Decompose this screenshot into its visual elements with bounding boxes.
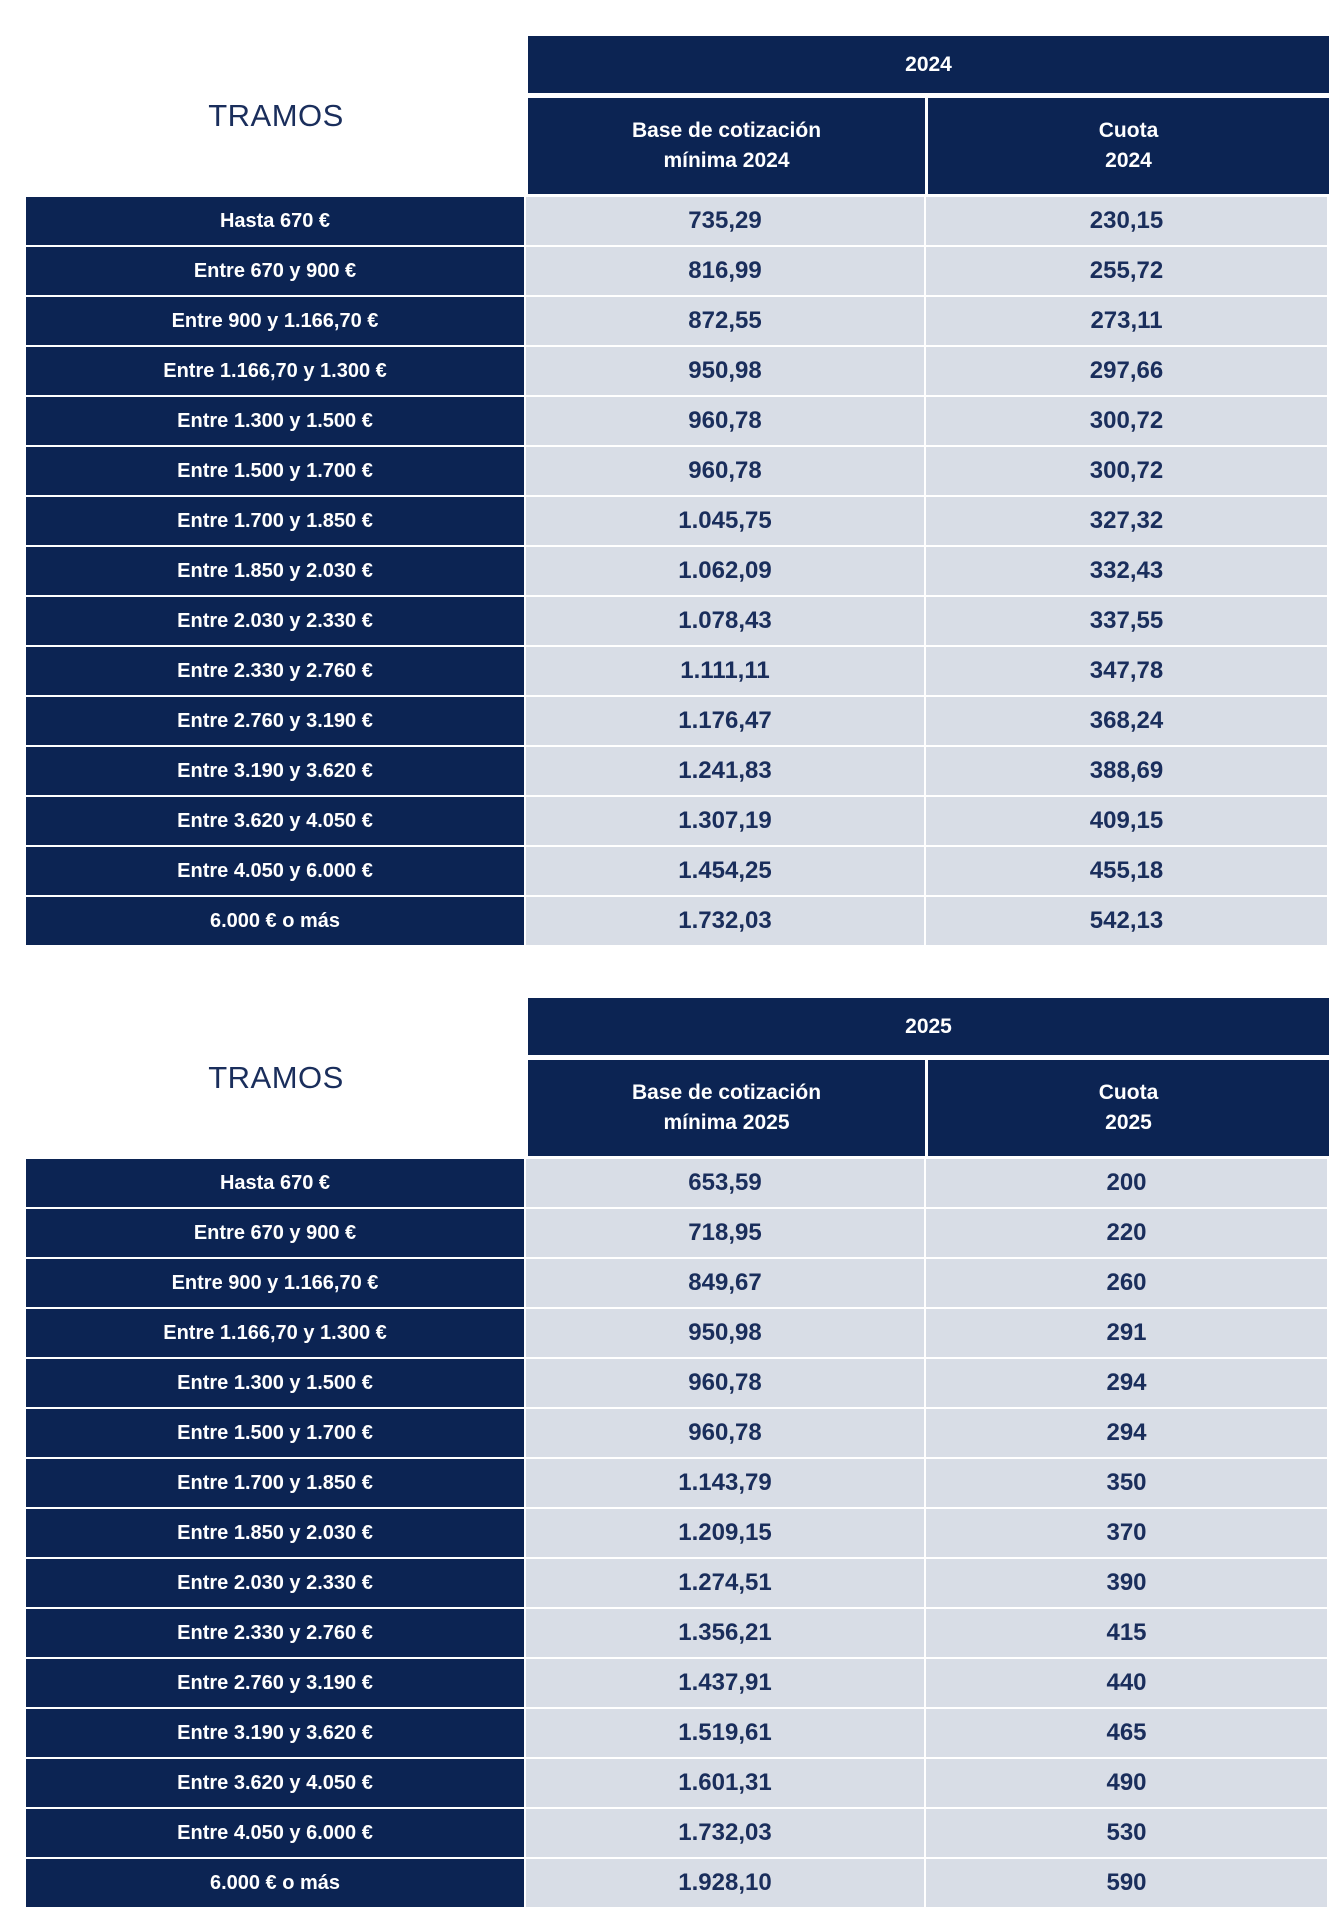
base-value-cell: 960,78: [526, 447, 924, 495]
table-row: [26, 1459, 1329, 1507]
tramo-cell: 6.000 € o más: [26, 897, 524, 945]
base-value-cell: 872,55: [526, 297, 924, 345]
tramo-cell: Entre 1.500 y 1.700 €: [26, 447, 524, 495]
table-row: [26, 697, 1329, 745]
base-value-cell: 1.209,15: [526, 1509, 924, 1557]
cuota-column-header-line: Cuota: [1098, 1081, 1159, 1104]
cuota-value-cell: 200: [926, 1159, 1327, 1207]
cuota-value-cell: 255,72: [926, 247, 1327, 295]
base-value-cell: 1.078,43: [526, 597, 924, 645]
tramo-cell: Entre 2.330 y 2.760 €: [26, 647, 524, 695]
base-value-cell: 653,59: [526, 1159, 924, 1207]
cuota-value-cell: 220: [926, 1209, 1327, 1257]
table-row: [26, 597, 1329, 645]
base-value-cell: 1.143,79: [526, 1459, 924, 1507]
base-value-cell: 960,78: [526, 1359, 924, 1407]
base-value-cell: 960,78: [526, 1409, 924, 1457]
tramo-cell: Entre 900 y 1.166,70 €: [26, 1259, 524, 1307]
table-row: [26, 647, 1329, 695]
tramo-cell: Entre 4.050 y 6.000 €: [26, 847, 524, 895]
cuota-value-cell: 327,32: [926, 497, 1327, 545]
year-header: 2024: [528, 36, 1329, 93]
cuota-value-cell: 409,15: [926, 797, 1327, 845]
tramo-cell: Entre 1.300 y 1.500 €: [26, 1359, 524, 1407]
base-value-cell: 1.454,25: [526, 847, 924, 895]
cuota-value-cell: 455,18: [926, 847, 1327, 895]
cuota-column-header-line: 2025: [1105, 1111, 1152, 1134]
base-value-cell: 1.045,75: [526, 497, 924, 545]
tramo-cell: Entre 2.030 y 2.330 €: [26, 1559, 524, 1607]
table-row: [26, 247, 1329, 295]
base-value-cell: 1.928,10: [526, 1859, 924, 1907]
table-row: [26, 347, 1329, 395]
cuota-value-cell: 390: [926, 1559, 1327, 1607]
cuota-value-cell: 465: [926, 1709, 1327, 1757]
cuota-value-cell: 347,78: [926, 647, 1327, 695]
base-column-header-line: mínima 2024: [663, 149, 790, 172]
tramo-cell: Entre 1.700 y 1.850 €: [26, 497, 524, 545]
table-body: [26, 1159, 1329, 1909]
year-header: 2025: [528, 998, 1329, 1055]
base-column-header: [528, 1060, 925, 1156]
table-row: [26, 1859, 1329, 1907]
tramo-cell: Entre 1.300 y 1.500 €: [26, 397, 524, 445]
table-row: [26, 1709, 1329, 1757]
table-row: [26, 1609, 1329, 1657]
cuota-value-cell: 294: [926, 1359, 1327, 1407]
cuota-value-cell: 440: [926, 1659, 1327, 1707]
cuota-value-cell: 230,15: [926, 197, 1327, 245]
cuota-value-cell: 260: [926, 1259, 1327, 1307]
base-column-header-line: Base de cotización: [631, 119, 822, 142]
table-row: [26, 1409, 1329, 1457]
base-value-cell: 1.732,03: [526, 1809, 924, 1857]
tramo-cell: Entre 1.850 y 2.030 €: [26, 1509, 524, 1557]
tramo-cell: Entre 3.190 y 3.620 €: [26, 747, 524, 795]
cuota-value-cell: 350: [926, 1459, 1327, 1507]
table-row: [26, 197, 1329, 245]
table-row: [26, 1559, 1329, 1607]
base-value-cell: 1.307,19: [526, 797, 924, 845]
tramos-title: TRAMOS: [208, 1060, 344, 1095]
base-value-cell: 1.274,51: [526, 1559, 924, 1607]
table-row: [26, 497, 1329, 545]
tramo-cell: Hasta 670 €: [26, 197, 524, 245]
table-row: [26, 447, 1329, 495]
base-value-cell: 950,98: [526, 347, 924, 395]
tramo-cell: Entre 1.850 y 2.030 €: [26, 547, 524, 595]
cuota-value-cell: 590: [926, 1859, 1327, 1907]
cuota-value-cell: 368,24: [926, 697, 1327, 745]
base-column-header-line: Base de cotización: [631, 1081, 822, 1104]
cuota-value-cell: 530: [926, 1809, 1327, 1857]
base-value-cell: 1.437,91: [526, 1659, 924, 1707]
table-row: [26, 1759, 1329, 1807]
base-value-cell: 1.356,21: [526, 1609, 924, 1657]
tramo-cell: Entre 3.620 y 4.050 €: [26, 797, 524, 845]
cuota-value-cell: 388,69: [926, 747, 1327, 795]
tramo-cell: Entre 1.700 y 1.850 €: [26, 1459, 524, 1507]
table-row: [26, 1659, 1329, 1707]
table-row: [26, 1259, 1329, 1307]
cuota-value-cell: 337,55: [926, 597, 1327, 645]
table-body: [26, 197, 1329, 947]
cuota-value-cell: 490: [926, 1759, 1327, 1807]
base-value-cell: 1.519,61: [526, 1709, 924, 1757]
tramo-cell: Entre 2.330 y 2.760 €: [26, 1609, 524, 1657]
tramo-cell: Entre 670 y 900 €: [26, 247, 524, 295]
cuota-value-cell: 294: [926, 1409, 1327, 1457]
base-column-header-line: mínima 2025: [663, 1111, 790, 1134]
tramo-cell: Entre 3.620 y 4.050 €: [26, 1759, 524, 1807]
table-row: [26, 1809, 1329, 1857]
cuota-value-cell: 297,66: [926, 347, 1327, 395]
table-row: [26, 797, 1329, 845]
cuota-column-header-line: Cuota: [1098, 119, 1159, 142]
cuota-value-cell: 273,11: [926, 297, 1327, 345]
table-row: [26, 847, 1329, 895]
table-row: [26, 1159, 1329, 1207]
base-value-cell: 960,78: [526, 397, 924, 445]
table-row: [26, 397, 1329, 445]
base-value-cell: 849,67: [526, 1259, 924, 1307]
table-row: [26, 747, 1329, 795]
tramos-title: TRAMOS: [208, 98, 344, 133]
tramo-cell: Hasta 670 €: [26, 1159, 524, 1207]
tramo-cell: Entre 670 y 900 €: [26, 1209, 524, 1257]
tramo-cell: Entre 1.500 y 1.700 €: [26, 1409, 524, 1457]
base-value-cell: 1.062,09: [526, 547, 924, 595]
table-row: [26, 547, 1329, 595]
table-row: [26, 897, 1329, 945]
table-row: [26, 1209, 1329, 1257]
base-value-cell: 1.732,03: [526, 897, 924, 945]
tramo-cell: Entre 1.166,70 y 1.300 €: [26, 1309, 524, 1357]
cuota-value-cell: 370: [926, 1509, 1327, 1557]
base-value-cell: 735,29: [526, 197, 924, 245]
cuota-column-header-line: 2024: [1105, 149, 1152, 172]
table-row: [26, 1509, 1329, 1557]
tramo-cell: Entre 4.050 y 6.000 €: [26, 1809, 524, 1857]
base-value-cell: 1.601,31: [526, 1759, 924, 1807]
cuota-value-cell: 415: [926, 1609, 1327, 1657]
base-value-cell: 1.111,11: [526, 647, 924, 695]
tramo-cell: 6.000 € o más: [26, 1859, 524, 1907]
cuota-column-header: [928, 98, 1329, 194]
cuota-value-cell: 542,13: [926, 897, 1327, 945]
base-value-cell: 1.241,83: [526, 747, 924, 795]
tramo-cell: Entre 2.030 y 2.330 €: [26, 597, 524, 645]
base-value-cell: 950,98: [526, 1309, 924, 1357]
tramo-cell: Entre 2.760 y 3.190 €: [26, 697, 524, 745]
tramo-cell: Entre 900 y 1.166,70 €: [26, 297, 524, 345]
cuota-value-cell: 291: [926, 1309, 1327, 1357]
base-value-cell: 1.176,47: [526, 697, 924, 745]
tramo-cell: Entre 2.760 y 3.190 €: [26, 1659, 524, 1707]
table-row: [26, 297, 1329, 345]
cuota-value-cell: 332,43: [926, 547, 1327, 595]
cuota-column-header: [928, 1060, 1329, 1156]
base-column-header: [528, 98, 925, 194]
tramo-cell: Entre 3.190 y 3.620 €: [26, 1709, 524, 1757]
cuota-value-cell: 300,72: [926, 397, 1327, 445]
cuota-value-cell: 300,72: [926, 447, 1327, 495]
table-row: [26, 1359, 1329, 1407]
base-value-cell: 816,99: [526, 247, 924, 295]
tramo-cell: Entre 1.166,70 y 1.300 €: [26, 347, 524, 395]
base-value-cell: 718,95: [526, 1209, 924, 1257]
table-row: [26, 1309, 1329, 1357]
